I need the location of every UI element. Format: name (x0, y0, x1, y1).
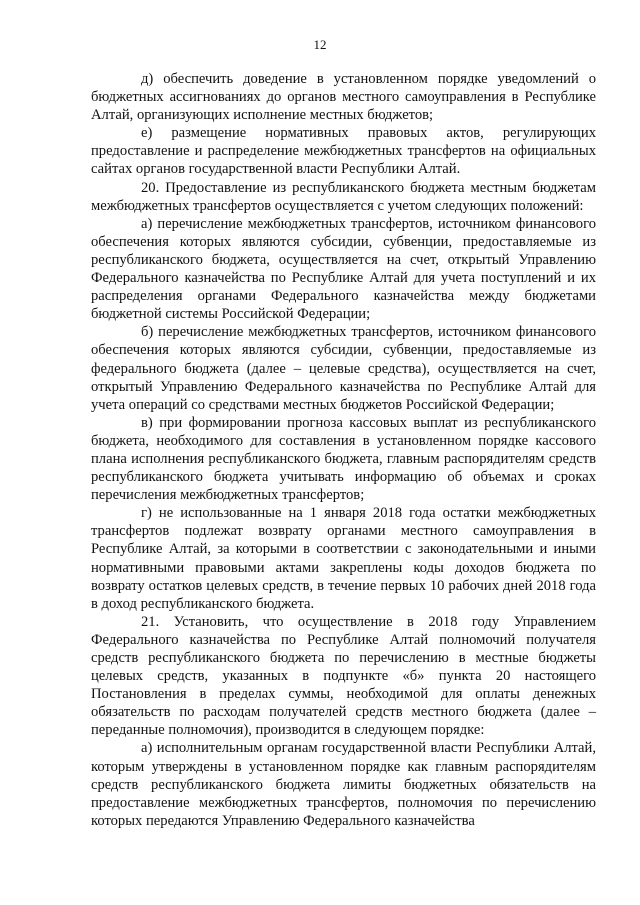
paragraph-20-intro: 20. Предоставление из республиканского бюджета местным бюджетам межбюджетных трансфертов осуществляется с учетом следующих положений: (91, 179, 596, 214)
document-body (91, 70, 596, 830)
paragraph-20-a: а) перечисление межбюджетных трансфертов, источником финансового обеспечения которых являются субсидии, субвенции, предоставляемые из республиканского бюджета, осуществляется на счет, открытый Управлению Федерального казначейства по Республике Алтай для учета поступлений и их распределения органами Федерального казначейства между бюджетами бюджетной системы Российской Федерации; (91, 215, 596, 323)
paragraph-20-b: б) перечисление межбюджетных трансфертов, источником финансового обеспечения которых являются субсидии, субвенции, предоставляемые из федерального бюджета (далее – целевые средства), осуществляется на счет, открытый Управлению Федерального казначейства по Республике Алтай для учета операций со средствами местных бюджетов Российской Федерации; (91, 324, 596, 413)
paragraph-21-intro: 21. Установить, что осуществление в 2018 году Управлением Федерального казначейства по Республике Алтай полномочий получателя средств республиканского бюджета по перечислению в местные бюджеты целевых средств, указанных в подпункте «б» пункта 20 настоящего Постановления в пределах суммы, необходимой для оплаты денежных обязательств по расходам получателей средств местного бюджета (далее – переданные полномочия), производится в следующем порядке: (91, 613, 596, 739)
paragraph-d-notifications: д) обеспечить доведение в установленном порядке уведомлений о бюджетных ассигнованиях до органов местного самоуправления в Республике Алтай, организующих исполнение местных бюджетов; (91, 71, 596, 124)
paragraph-20-g: г) не использованные на 1 января 2018 года остатки межбюджетных трансфертов подлежат возврату органами местного самоуправления в Республике Алтай, за которыми в соответствии с законодательными и иными нормативными правовыми актами закреплены коды доходов бюджета по возврату остатков целевых средств, в течение первых 10 рабочих дней 2018 года в доход республиканского бюджета. (91, 505, 596, 612)
paragraph-e-publication: е) размещение нормативных правовых актов, регулирующих предоставление и распределение межбюджетных трансфертов на официальных сайтах органов государственной власти Республики Алтай. (91, 125, 596, 178)
paragraph-20-v: в) при формировании прогноза кассовых выплат из республиканского бюджета, необходимого для составления в установленном порядке кассового плана исполнения республиканского бюджета, главным распорядителям средств республиканского бюджета учитывать информацию об объемах и сроках перечисления межбюджетных трансфертов; (91, 414, 596, 504)
page-number: 12 (313, 37, 327, 52)
paragraph-21-a: а) исполнительным органам государственной власти Республики Алтай, которым утверждены в установленном порядке как главным распорядителям средств республиканского бюджета лимиты бюджетных обязательств на предоставление межбюджетных трансфертов, полномочия по перечислению которых передаются Управлению Федерального казначейства (91, 740, 596, 829)
